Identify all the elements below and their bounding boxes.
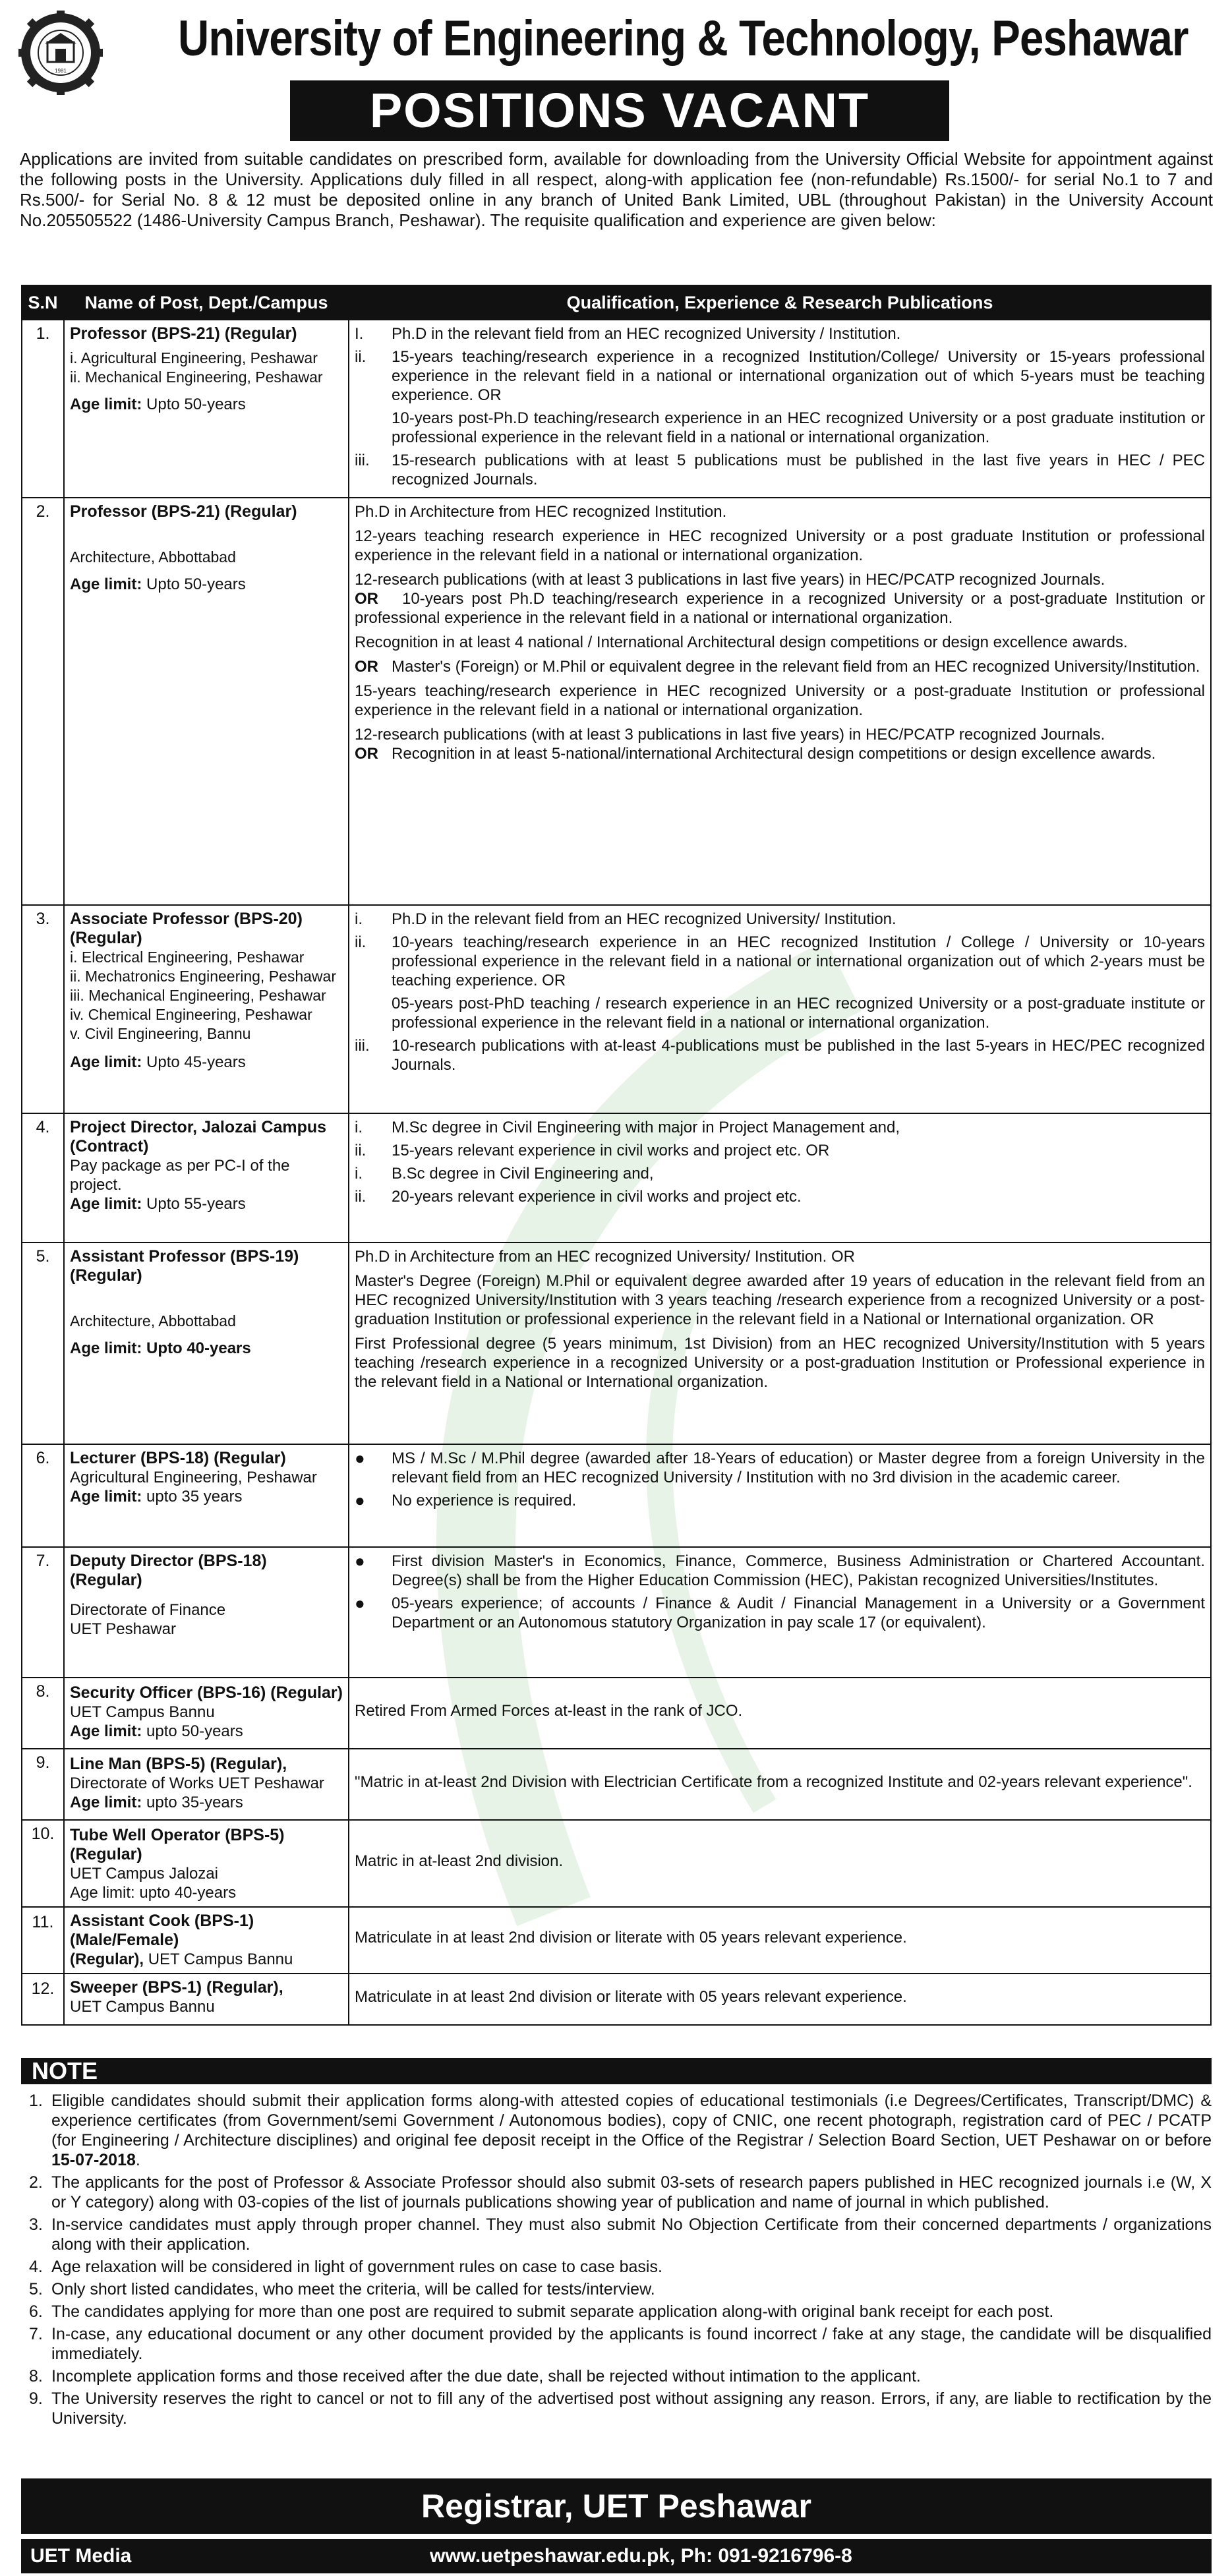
intro-paragraph: Applications are invited from suitable candidates on prescribed form, available for downloading from the University Official Website for appointment against the following posts in the University. Applications duly filled in all respect, along-with application fee (non-refundable) Rs.1500/- for serial No.1 to 7 and Rs.500/- for Serial No. 8 & 12 must be deposited online in any branch of United Bank Limited, UBL (throughout Pakistan) in the University Account No.205505522 (1486-University Campus Branch, Peshawar). The requisite qualification and experience are given below: [20,149,1213,230]
table-row [22,1749,1211,1820]
bullet-icon: ● [355,1593,365,1613]
table-row [22,1974,1211,2025]
row-sn: 3. [22,905,64,1113]
registrar-signature: Registrar, UET Peshawar [21,2478,1212,2534]
qual-item: M.Sc degree in Civil Engineering with major in Project Management and, [392,1119,900,1136]
row-sn: 2. [22,498,64,905]
row-post [64,1547,349,1678]
list-item: 3. In-service candidates must apply through proper channel. They must also submit No Objection Certificate from their concerned departments / organizations along with their application. [29,2215,1212,2254]
row-qualification: i. Ph.D in the relevant field from an HEC recognized University/ Institution. ii. 10-years teaching/research experience in an HEC recognized Institution / College / University or 10-years professional experience in the relevant field in a national or international organization out of which 2-years must be teaching experience. OR 05-years post-PhD teaching / research experience in an HEC recognized University or a post-graduate institute or professional experience in the relevant field in a national or international organization. iii. 10-research publications with at-least 4-publications must be published in the last 5-years in HEC/PEC recognized Journals. [349,905,1211,1113]
row-post [64,1907,349,1974]
list-item: 6. The candidates applying for more than one post are required to submit separate application along-with original bank receipt for each post. [29,2302,1054,2321]
bullet-icon: ● [355,1448,365,1468]
row-sn: 7. [22,1547,64,1678]
dept-name: UET Campus Bannu [70,1998,215,2016]
row-post [64,1113,349,1243]
table-row [22,1678,1211,1749]
qual-para: Matriculate in at least 2nd division or literate with 05 years relevant experience. [355,1987,907,2006]
list-item: 9. The University reserves the right to cancel or not to fill any of the advertised post without assigning any reason. Errors, if any, are liable to rectification by the University. [29,2389,1212,2428]
table-row [22,1907,1211,1974]
qual-para: 12-research publications (with at least 3 publications in last five years) in HEC/PCATP recognized Journals. OR Recognition in at least 5-national/international Architectural design competitions or design excellence awards. [355,726,1156,763]
dept-item: v. Civil Engineering, Bannu [70,1025,251,1042]
list-item: 2. The applicants for the post of Professor & Associate Professor should also submit 03-sets of research papers published in HEC recognized journals i.e (W, X or Y category) along with 03-copies of the list of journals publications showing year of publication and name of journal in which published. [29,2173,1212,2211]
qual-para: Matriculate in at least 2nd division or literate with 05 years relevant experience. [355,1929,907,1947]
post-title: Professor (BPS-21) (Regular) [70,502,297,521]
list-item: 4. Age relaxation will be considered in light of government rules on case to case basis. [29,2258,662,2276]
dept-line: Directorate of Finance [70,1601,226,1619]
dept-item: iv. Chemical Engineering, Peshawar [70,1006,312,1023]
university-logo [18,11,103,95]
qual-item: No experience is required. [392,1492,577,1509]
post-title: Sweeper (BPS-1) (Regular), [70,1978,283,1997]
qual-item: 20-years relevant experience in civil works and project etc. [392,1188,802,1206]
table-row [22,1243,1211,1444]
row-post [64,1444,349,1547]
qual-para: Ph.D in Architecture from HEC recognized Institution. [355,503,727,521]
list-item: 1. Eligible candidates should submit their application forms along-with attested copies of educational testimonials (i.e Degrees/Certificates, Transcript/DMC) & experience certificates (from Government/semi Government / Autonomous bodies), copy of CNIC, one recent photograph, registration card of PEC / PCATP (for Engineering / Architecture disciplines) and original fee deposit receipt in the Office of the Registrar / Selection Board Section, UET Peshawar on or before 15-07-2018. [29,2092,1212,2169]
university-name: University of Engineering & Technology, Peshawar [178,11,1188,67]
list-item: 8. Incomplete application forms and those received after the due date, shall be rejected without intimation to the applicant. [29,2367,921,2386]
qual-para: Master's Degree (Foreign) M.Phil or equivalent degree awarded after 19 years of education in the relevant field from an HEC recognized University/Institution with 3 years teaching /research experience from a recognized University or a post-graduation Institution or professional experience in the relevant field in a National or International organization. OR [355,1272,1205,1328]
post-title: Project Director, Jalozai Campus (Contract) [70,1118,327,1156]
qual-item: Ph.D in the relevant field from an HEC recognized University / Institution. [392,325,901,343]
header-post: Name of Post, Dept./Campus [64,285,349,320]
row-qualification [349,1749,1211,1820]
post-title: Line Man (BPS-5) (Regular), [70,1755,287,1773]
dept-name: UET Campus Bannu [70,1703,215,1721]
table-row [22,1444,1211,1547]
qual-para: Ph.D in Architecture from an HEC recognized University/ Institution. OR [355,1248,855,1266]
row-sn: 12. [22,1974,64,2025]
post-title: Deputy Director (BPS-18) (Regular) [70,1552,267,1589]
qual-item: 05-years post-PhD teaching / research experience in an HEC recognized University or a post-graduate institute or professional experience in the relevant field in a national or international organization. [392,995,1205,1032]
uet-media-label: UET Media [30,2545,132,2567]
row-qualification: i. M.Sc degree in Civil Engineering with major in Project Management and, ii. 15-years relevant experience in civil works and project etc. OR i. B.Sc degree in Civil Engineering and, ii. 20-years relevant experience in civil works and project etc. [349,1113,1211,1243]
footer-bar [21,2539,1212,2573]
row-sn: 10. [22,1820,64,1907]
qual-para: Recognition in at least 4 national / International Architectural design competitions or design excellence awards. [355,633,1128,651]
qual-item: B.Sc degree in Civil Engineering and, [392,1165,654,1183]
dept-item: i. Electrical Engineering, Peshawar [70,949,305,966]
age-limit: Age limit: Upto 45-years [70,1053,246,1071]
positions-table [21,285,1212,2026]
qual-item: MS / M.Sc / M.Phil degree (awarded after 18-Years of education) or Master degree from a foreign University in the relevant field from an HEC recognized University / Institution with no 3rd division in the academic career. [392,1449,1205,1486]
row-qualification [349,1907,1211,1974]
row-sn: 6. [22,1444,64,1547]
age-limit: Age limit: Upto 50-years [70,575,246,593]
dept-name: Architecture, Abbottabad [70,1312,236,1330]
note-heading: NOTE [21,2058,1212,2084]
qual-item: 15-years teaching/research experience in a recognized Institution/College/ University or 15-years professional experience in the relevant field in a national or international organization out of which 5-years must be teaching experience. OR [392,348,1205,404]
post-title-cont: (Regular), [70,1950,144,1968]
list-item: 7. In-case, any educational document or any other document provided by the applicants is found incorrect / fake at any stage, the candidate will be disqualified immediately. [29,2325,1212,2363]
header-sn: S.N [22,285,64,320]
age-limit: Age limit: upto 35-years [70,1794,243,1811]
row-post [64,320,349,498]
age-limit: Age limit: Upto 40-years [70,1339,251,1357]
row-sn: 9. [22,1749,64,1820]
age-limit: Age limit: Upto 50-years [70,395,246,413]
post-title: Tube Well Operator (BPS-5) (Regular) [70,1826,285,1863]
row-post [64,1243,349,1444]
row-sn: 4. [22,1113,64,1243]
dept-name: UET Campus Jalozai [70,1865,218,1883]
bullet-icon: ● [355,1551,365,1571]
dept-name: Agricultural Engineering, Peshawar [70,1469,317,1486]
row-post [64,1820,349,1907]
row-post [64,905,349,1113]
qual-item: 10-years post-Ph.D teaching/research experience in an HEC recognized University or a post graduate institution or professional experience in the relevant field in a national or international organization. [392,409,1205,446]
qual-para: Matric in at-least 2nd division. [355,1852,564,1870]
age-limit: Age limit: upto 50-years [70,1722,243,1740]
qual-para: 12-years teaching research experience in HEC recognized University or a post graduate Institution or professional experience in the relevant field in a national or international organization. [355,527,1205,564]
age-limit: Age limit: upto 35 years [70,1488,243,1506]
post-title: Assistant Professor (BPS-19) (Regular) [70,1247,299,1285]
qual-item: First division Master's in Economics, Finance, Commerce, Business Administration or Chartered Accountant. Degree(s) shall be from the Higher Education Commission (HEC), Pakistan recognized Universities/Institutes. [392,1552,1205,1589]
dept-item: iii. Mechanical Engineering, Peshawar [70,987,326,1004]
qual-item: 10-research publications with at-least 4-publications must be published in the last 5-years in HEC/PEC recognized Journals. [392,1037,1205,1074]
row-sn: 11. [22,1907,64,1974]
row-sn: 8. [22,1678,64,1749]
row-post [64,1749,349,1820]
pay-package: Pay package as per PC-I of the project. [70,1157,290,1194]
table-row [22,1820,1211,1907]
row-qualification [349,1974,1211,2025]
table-row [22,1547,1211,1678]
table-row [22,320,1211,498]
qual-item: Ph.D in the relevant field from an HEC recognized University/ Institution. [392,910,896,928]
bullet-icon: ● [355,1490,365,1510]
dept-line: UET Peshawar [70,1620,176,1638]
table-row [22,905,1211,1113]
row-qualification [349,1444,1211,1547]
qual-item: 15-research publications with at least 5 publications must be published in the last five years in HEC / PEC recognized Journals. [392,452,1205,488]
contact-info: www.uetpeshawar.edu.pk, Ph: 091-9216796-8 [430,2545,852,2567]
row-qualification [349,1243,1211,1444]
row-sn: 5. [22,1243,64,1444]
row-qualification [349,1820,1211,1907]
row-sn: 1. [22,320,64,498]
qual-para: Retired From Armed Forces at-least in the rank of JCO. [355,1701,743,1720]
qual-para: 15-years teaching/research experience in HEC recognized University or a post-graduate Institution or professional experience in the relevant field in a national or international organization. [355,682,1205,719]
post-title: Associate Professor (BPS-20) (Regular) [70,910,303,947]
notes-list [21,2091,1212,2431]
qual-para: "Matric in at-least 2nd Division with Electrician Certificate from a recognized Institute and 02-years relevant experience". [355,1772,1192,1791]
age-limit: Age limit: upto 40-years [70,1884,237,1902]
qual-item: 05-years experience; of accounts / Finance & Audit / Financial Management in a University or a Government Department or an Autonomous statutory Organization in pay scale 17 (or equivalent). [392,1595,1205,1631]
row-qualification [349,1547,1211,1678]
qual-para: 12-research publications (with at least 3 publications in last five years) in HEC/PCATP recognized Journals. OR 10-years post Ph.D teaching/research experience in a recognized University or a post-graduate Institution or professional experience in the relevant field in a national or international organization. [355,571,1205,627]
list-item: 5. Only short listed candidates, who meet the criteria, will be called for tests/interview. [29,2280,655,2298]
post-title: Assistant Cook (BPS-1) (Male/Female) [70,1912,254,1949]
post-title: Lecturer (BPS-18) (Regular) [70,1449,286,1467]
qual-para: First Professional degree (5 years minimum, 1st Division) from an HEC recognized University/Institution with 5 years teaching /research experience in a recognized University or a post-graduation Institution or Professional experience in the relevant field in a National or International organization. [355,1335,1205,1391]
row-qualification: I. Ph.D in the relevant field from an HEC recognized University / Institution. ii. 15-years teaching/research experience in a recognized Institution/College/ University or 15-years professional experience in the relevant field in a national or international organization out of which 5-years must be teaching experience. OR 10-years post-Ph.D teaching/research experience in an HEC recognized University or a post graduate institution or professional experience in the relevant field in a national or international organization. iii. 15-research publications with at least 5 publications must be published in the last five years in HEC / PEC recognized Journals. [349,320,1211,498]
positions-vacant-banner: POSITIONS VACANT [290,80,949,141]
qual-item: 15-years relevant experience in civil works and project etc. OR [392,1142,830,1159]
table-header-row [22,285,1211,320]
header-qualification: Qualification, Experience & Research Publications [349,285,1211,320]
dept-name: UET Campus Bannu [148,1950,293,1968]
row-post [64,1678,349,1749]
post-title: Security Officer (BPS-16) (Regular) [70,1683,343,1702]
table-row [22,1113,1211,1243]
row-post [64,498,349,905]
table-row [22,498,1211,905]
qual-item: 10-years teaching/research experience in an HEC recognized Institution / College / University or 10-years professional experience in the relevant field in a national or international organization out of which 2-years must be teaching experience. OR [392,933,1205,989]
qual-para: OR Master's (Foreign) or M.Phil or equivalent degree in the relevant field from an HEC recognized University/Institution. [355,658,1200,676]
dept-item: ii. Mechanical Engineering, Peshawar [70,368,323,386]
post-title: Professor (BPS-21) (Regular) [70,324,297,343]
row-qualification [349,498,1211,905]
dept-item: i. Agricultural Engineering, Peshawar [70,349,318,366]
age-limit: Age limit: Upto 55-years [70,1195,246,1213]
row-post [64,1974,349,2025]
dept-item: ii. Mechatronics Engineering, Peshawar [70,968,336,985]
row-qualification [349,1678,1211,1749]
dept-name: Directorate of Works UET Peshawar [70,1774,324,1792]
dept-name: Architecture, Abbottabad [70,548,236,566]
logo-year: 1981 [55,68,67,74]
